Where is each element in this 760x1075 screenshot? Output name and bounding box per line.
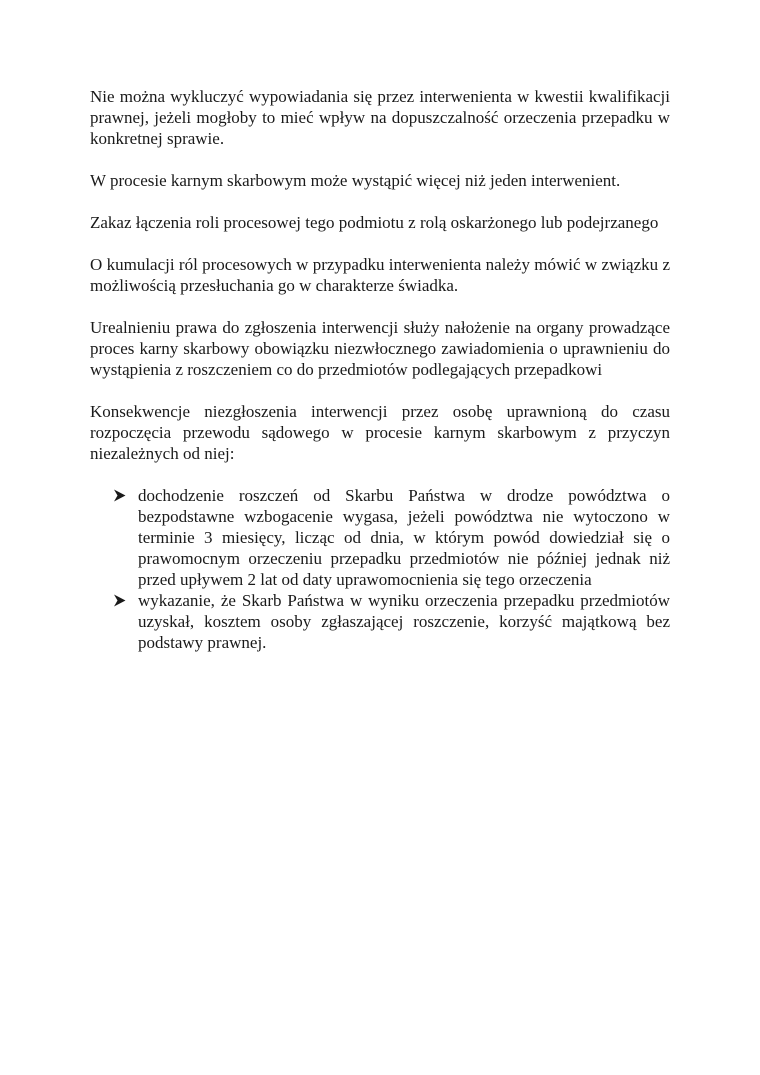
document-body	[90, 86, 670, 653]
list-item-text: wykazanie, że Skarb Państwa w wyniku orzeczenia przepadku przedmiotów uzyskał, kosztem osoby zgłaszającej roszczenie, korzyść majątkową bez podstawy prawnej.	[138, 591, 670, 652]
paragraph-consequences-intro: Konsekwencje niezgłoszenia interwencji przez osobę uprawnioną do czasu rozpoczęcia przewodu sądowego w procesie karnym skarbowym z przyczyn niezależnych od niej:	[90, 402, 670, 463]
paragraph-intervener-legal-qualification: Nie można wykluczyć wypowiadania się przez interwenienta w kwestii kwalifikacji prawnej, jeżeli mogłoby to mieć wpływ na dopuszczalność orzeczenia przepadku w konkretnej sprawie.	[90, 87, 670, 148]
paragraph-role-accumulation: O kumulacji ról procesowych w przypadku interwenienta należy mówić w związku z możliwością przesłuchania go w charakterze świadka.	[90, 255, 670, 295]
consequences-list	[90, 485, 670, 653]
paragraph-notification-duty: Urealnieniu prawa do zgłoszenia interwencji służy nałożenie na organy prowadzące proces karny skarbowy obowiązku niezwłocznego zawiadomienia o uprawnieniu do wystąpienia z roszczeniem co do przedmiotów podlegających przepadkowi	[90, 318, 670, 379]
list-item-text: dochodzenie roszczeń od Skarbu Państwa w drodze powództwa o bezpodstawne wzbogacenie wygasa, jeżeli powództwa nie wytoczono w terminie 3 miesięcy, licząc od dnia, w którym powód dowiedział się o prawomocnym orzeczeniu przepadku przedmiotów nie później jednak niż przed upływem 2 lat od daty uprawomocnienia się tego orzeczenia	[138, 486, 670, 589]
paragraph-role-combination-ban: Zakaz łączenia roli procesowej tego podmiotu z rolą oskarżonego lub podejrzanego	[90, 213, 659, 232]
arrow-bullet-icon	[112, 593, 127, 608]
list-item	[90, 590, 670, 653]
arrow-bullet-icon	[112, 488, 127, 503]
paragraph-multiple-interveners: W procesie karnym skarbowym może wystąpić więcej niż jeden interwenient.	[90, 171, 621, 190]
list-item	[90, 485, 670, 590]
